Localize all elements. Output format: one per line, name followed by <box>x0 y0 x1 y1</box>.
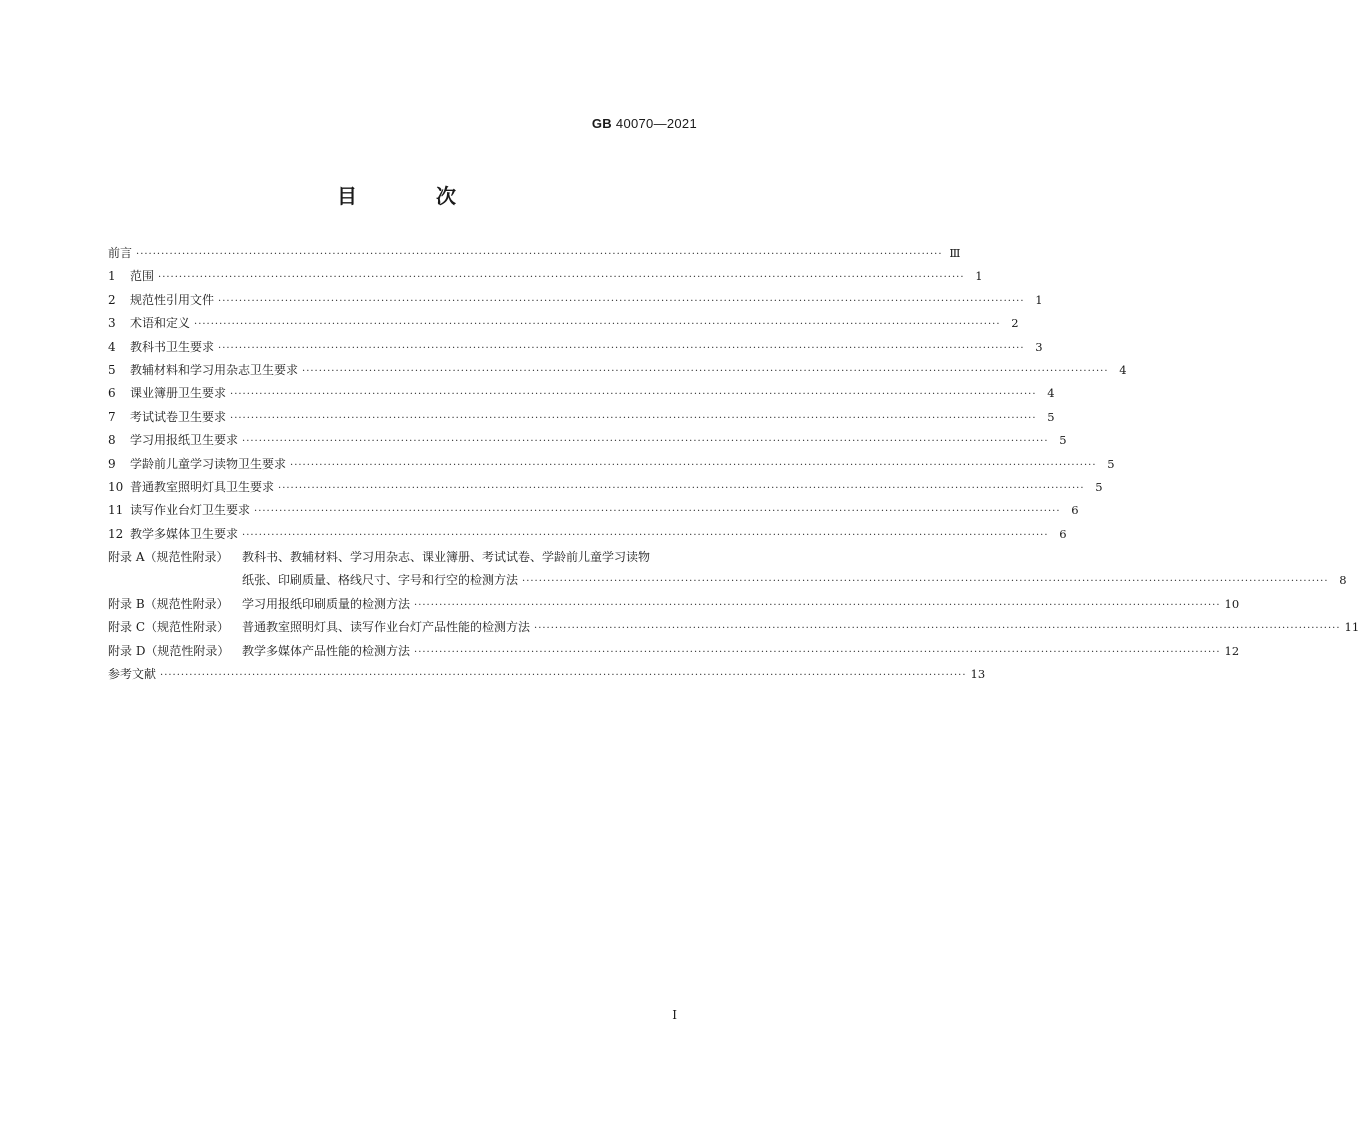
appendix-title-continued: 纸张、印刷质量、格线尺寸、字号和行空的检测方法 <box>242 573 519 588</box>
toc-title: 读写作业台灯卫生要求 <box>130 503 251 518</box>
toc-title: 规范性引用文件 <box>130 292 215 307</box>
leader-dots <box>242 430 1049 453</box>
toc-page: 5 <box>1107 456 1115 471</box>
toc-page: 10 <box>1224 596 1240 611</box>
toc-page: 1 <box>975 269 983 284</box>
toc-entry-6[interactable] <box>108 382 1055 405</box>
leader-dots <box>278 477 1085 500</box>
toc-title: 教科书卫生要求 <box>130 339 215 354</box>
toc-entry-2[interactable] <box>108 289 1043 312</box>
standard-code: 40070—2021 <box>615 116 697 131</box>
toc-number: 9 <box>108 456 116 471</box>
toc-page: 6 <box>1071 503 1079 518</box>
toc-number: 2 <box>108 292 116 307</box>
toc-entry-4[interactable] <box>108 336 1043 359</box>
toc-entry-appendix-c[interactable] <box>108 616 1359 639</box>
toc-entry-9[interactable] <box>108 453 1115 476</box>
leader-dots <box>136 243 943 266</box>
toc-number: 7 <box>108 409 116 424</box>
leader-dots <box>522 570 1329 593</box>
toc-title: 参考文献 <box>108 667 157 682</box>
appendix-title: 教科书、教辅材料、学习用杂志、课业簿册、考试试卷、学龄前儿童学习读物 <box>242 550 651 565</box>
toc-page: 11 <box>1344 620 1359 635</box>
toc-page: 13 <box>970 667 986 682</box>
toc-entry-12[interactable] <box>108 523 1067 546</box>
leader-dots <box>160 664 967 687</box>
toc-title: 考试试卷卫生要求 <box>130 409 227 424</box>
toc-title: 学习用报纸卫生要求 <box>130 433 239 448</box>
appendix-label: 附录 A（规范性附录） <box>108 550 229 565</box>
toc-page: 4 <box>1119 362 1127 377</box>
toc-number: 4 <box>108 339 116 354</box>
toc-entry-references[interactable] <box>108 663 986 686</box>
toc-number: 10 <box>108 479 124 494</box>
leader-dots <box>414 641 1221 664</box>
toc-entry-appendix-d[interactable] <box>108 640 1240 663</box>
toc-page: Ⅲ <box>949 246 961 260</box>
toc-entry-10[interactable] <box>108 476 1103 499</box>
toc-page: 5 <box>1059 433 1067 448</box>
toc-title: 前言 <box>108 246 133 260</box>
toc-number: 12 <box>108 526 124 541</box>
toc-title: 教辅材料和学习用杂志卫生要求 <box>130 362 299 377</box>
toc-number: 5 <box>108 362 116 377</box>
page-title: 目 次 <box>337 184 492 208</box>
leader-dots <box>534 617 1341 640</box>
toc-entry-3[interactable] <box>108 312 1019 335</box>
leader-dots <box>218 290 1025 313</box>
toc-page: 3 <box>1035 339 1043 354</box>
toc-entry-appendix-b[interactable] <box>108 593 1240 616</box>
appendix-title: 普通教室照明灯具、读写作业台灯产品性能的检测方法 <box>242 620 531 635</box>
toc-title: 学龄前儿童学习读物卫生要求 <box>130 456 287 471</box>
leader-dots <box>194 313 1001 336</box>
toc-entry-5[interactable] <box>108 359 1127 382</box>
toc-title: 教学多媒体卫生要求 <box>130 526 239 541</box>
toc-number: 3 <box>108 316 116 331</box>
toc-entry-7[interactable] <box>108 406 1055 429</box>
toc-number: 6 <box>108 386 116 401</box>
toc-page: 5 <box>1047 409 1055 424</box>
leader-dots <box>230 407 1037 430</box>
standard-prefix: GB <box>591 116 612 131</box>
standard-number <box>592 116 697 131</box>
toc-title: 课业簿册卫生要求 <box>130 386 227 401</box>
leader-dots <box>414 594 1221 617</box>
appendix-label: 附录 C（规范性附录） <box>108 620 229 635</box>
toc-number: 8 <box>108 433 116 448</box>
toc-entry-foreword[interactable] <box>108 242 961 265</box>
toc-title: 普通教室照明灯具卫生要求 <box>130 479 275 494</box>
leader-dots <box>290 454 1097 477</box>
toc-entry-1[interactable] <box>108 265 983 288</box>
toc-title: 范围 <box>130 269 155 284</box>
toc-number: 11 <box>108 503 124 518</box>
table-of-contents <box>108 242 1359 686</box>
toc-page: 2 <box>1011 316 1019 331</box>
toc-page: 8 <box>1339 573 1347 588</box>
appendix-label: 附录 D（规范性附录） <box>108 643 230 658</box>
leader-dots <box>230 383 1037 406</box>
leader-dots <box>254 500 1061 523</box>
toc-page: 12 <box>1224 643 1240 658</box>
leader-dots <box>242 524 1049 547</box>
toc-page: 5 <box>1095 479 1103 494</box>
toc-number: 1 <box>108 269 116 284</box>
page-number: I <box>672 1008 677 1022</box>
leader-dots <box>302 360 1109 383</box>
appendix-label: 附录 B（规范性附录） <box>108 596 229 611</box>
toc-page: 4 <box>1047 386 1055 401</box>
appendix-title: 教学多媒体产品性能的检测方法 <box>242 643 411 658</box>
toc-entry-appendix-a[interactable] <box>108 546 1347 593</box>
toc-title: 术语和定义 <box>130 316 191 331</box>
toc-entry-11[interactable] <box>108 499 1079 522</box>
toc-page: 6 <box>1059 526 1067 541</box>
toc-page: 1 <box>1035 292 1043 307</box>
appendix-title: 学习用报纸印刷质量的检测方法 <box>242 596 411 611</box>
leader-dots <box>158 266 965 289</box>
toc-entry-8[interactable] <box>108 429 1067 452</box>
leader-dots <box>218 337 1025 360</box>
